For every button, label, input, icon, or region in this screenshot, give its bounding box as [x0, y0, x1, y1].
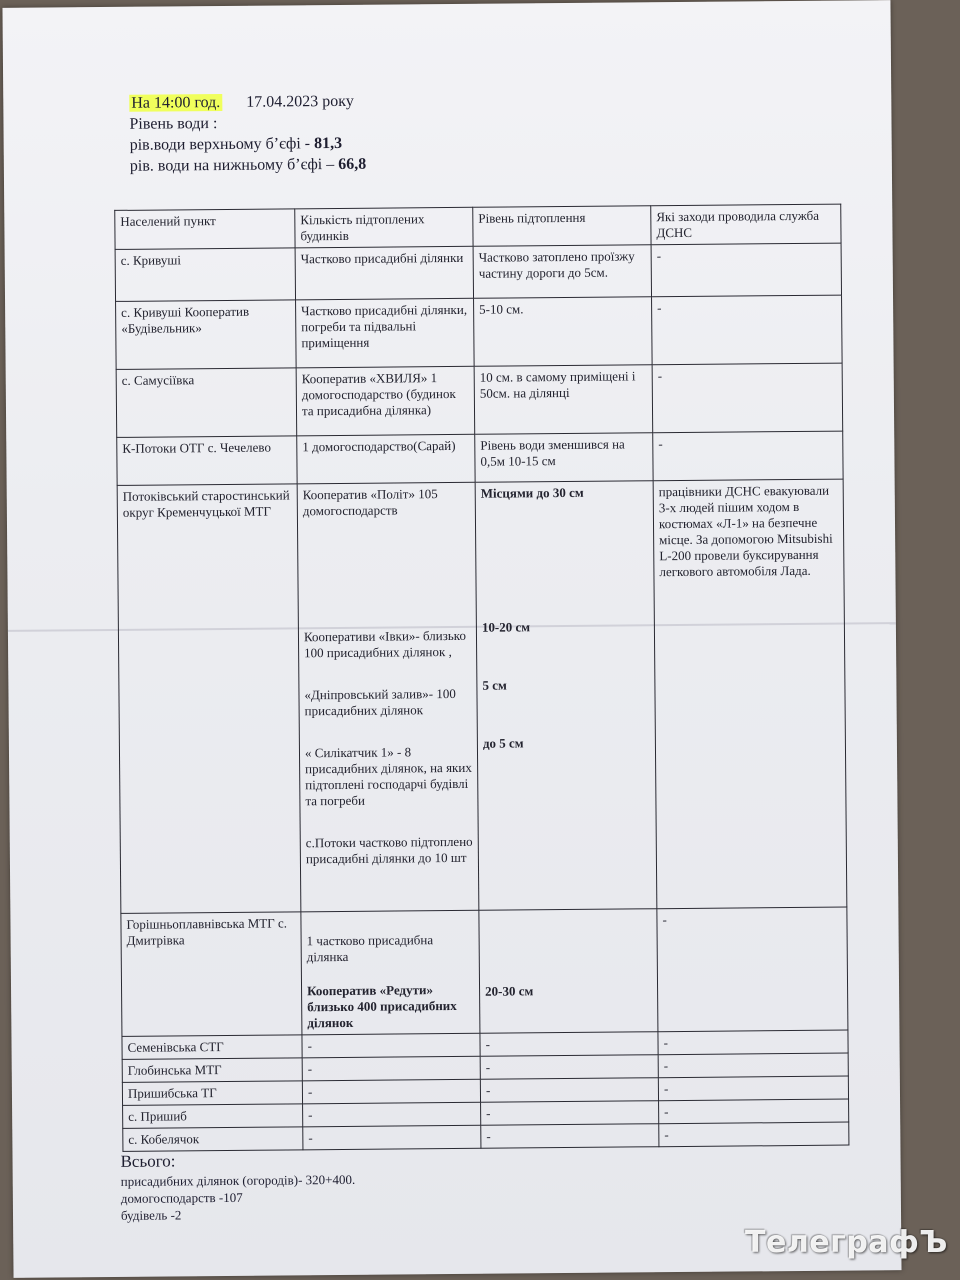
cell-measures: -	[652, 295, 843, 365]
cell-flooded: -	[302, 1033, 480, 1058]
cell-measures: -	[659, 1099, 849, 1124]
totals-plots: присадибних ділянок (огородів)- 320+400.	[120, 1171, 356, 1189]
cell-level: -	[480, 1055, 658, 1080]
totals-buildings: будівель -2	[120, 1207, 182, 1223]
cell-flooded: 1 домогосподарство(Сарай)	[297, 434, 475, 484]
table-row	[121, 907, 848, 1036]
table-row	[123, 1122, 849, 1151]
cell-level	[479, 909, 658, 1034]
cell-level: -	[480, 1032, 658, 1057]
totals-households: домогосподарств -107	[120, 1189, 243, 1206]
cell-level	[475, 481, 657, 911]
lower-water-level: рів. води на нижньому б’єфі – 66,8	[129, 155, 367, 175]
cell-level: 5-10 см.	[474, 297, 653, 367]
cell-flooded: Кооператив «ХВИЛЯ» 1 домогосподарство (будинок та присадибна ділянка)	[296, 366, 475, 436]
flooded-sub-potoky: с.Потоки частково підтоплено присадибні ділянки до 10 шт	[305, 833, 473, 867]
totals-block	[120, 1149, 355, 1224]
water-level-title: Рівень води :	[129, 115, 218, 133]
upper-water-level: рів.води верхньому б’єфі - 81,3	[129, 134, 343, 154]
cell-place: с. Самусіївка	[116, 368, 297, 438]
cell-measures: працівники ДСНС евакуювали 3-х людей пішим ходом в костюмах «Л-1» на безпечне місце. За допомогою Mitsubishi L-200 провели буксирування легкового автомобіля Лада.	[653, 479, 847, 909]
cell-measures: -	[659, 1122, 849, 1147]
level-sub-ivky: 10-20 см	[481, 619, 531, 635]
table-row	[116, 363, 843, 437]
col-header-level: Рівень підтоплення	[473, 206, 651, 247]
cell-flooded	[301, 910, 480, 1035]
lower-value: 66,8	[338, 155, 367, 173]
cell-level: Частково затоплено проїзжу частину дороги до 5см.	[473, 245, 651, 299]
cell-place: с. Кривуші	[115, 248, 295, 302]
table-row	[115, 243, 841, 301]
time-date-line	[129, 91, 366, 114]
cell-measures: -	[651, 243, 841, 297]
cell-flooded: Частково присадибні ділянки	[295, 246, 473, 300]
document-sheet	[2, 0, 901, 1278]
cell-measures: -	[657, 907, 848, 1032]
cell-measures: -	[652, 363, 843, 433]
cell-flooded: -	[302, 1056, 480, 1081]
table-row	[117, 479, 847, 913]
cell-place: Глобинська МТГ	[122, 1058, 302, 1083]
level-sub-silikatchyk: до 5 см	[482, 735, 524, 751]
cell-flooded: -	[302, 1079, 480, 1104]
flooded-main: Кооператив «Політ» 105 домогосподарств	[302, 486, 438, 519]
cell-place: с. Кобелячок	[123, 1127, 303, 1152]
cell-level: -	[480, 1078, 658, 1103]
cell-measures: -	[658, 1053, 848, 1078]
cell-place: Потоківський старостинський округ Кременчуцької МТГ	[117, 484, 301, 914]
cell-level: 10 см. в самому приміщені і 50см. на ділянці	[474, 365, 653, 435]
flooded-sub-ivky: Кооперативи «Івки»- близько 100 присадибних ділянок ,	[303, 627, 466, 661]
totals-title: Всього:	[120, 1151, 176, 1171]
cell-measures: -	[653, 431, 843, 481]
telegraf-watermark: ТелеграфЪ	[745, 1225, 948, 1260]
level-value: 20-30 см	[485, 983, 534, 999]
level-main: Місцями до 30 см	[480, 484, 584, 501]
cell-level: -	[481, 1101, 659, 1126]
report-header	[129, 91, 366, 177]
cell-measures: -	[658, 1030, 848, 1055]
flooded-a: 1 частково присадибна ділянка	[306, 932, 434, 965]
cell-flooded: Частково присадибні ділянки, погреби та підвальні приміщення	[296, 298, 475, 368]
flooded-sub-silikatchyk: « Силікатчик 1» - 8 присадибних ділянок, на яких підтоплені господарчі будівлі та погреби	[304, 744, 472, 809]
cell-place: с. Пришиб	[123, 1104, 303, 1129]
col-header-flooded: Кількість підтоплених будинків	[295, 207, 473, 248]
table-header-row	[115, 204, 841, 249]
cell-flooded: -	[303, 1102, 481, 1127]
flooded-b: Кооператив «Редути» близько 400 присадибних ділянок	[306, 982, 457, 1031]
cell-place: Пришибська ТГ	[122, 1081, 302, 1106]
col-header-measures: Які заходи проводила служба ДСНС	[651, 204, 841, 245]
cell-flooded	[297, 482, 479, 912]
level-sub-dnipro: 5 см	[482, 677, 507, 693]
table-row	[117, 431, 843, 485]
cell-place: Горішньоплавнівська МТГ с. Дмитрівка	[121, 912, 302, 1037]
report-date: 17.04.2023 року	[246, 92, 354, 111]
cell-level: Рівень води зменшився на 0,5м 10-15 см	[475, 433, 653, 483]
cell-measures: -	[658, 1076, 848, 1101]
time-label: На 14:00 год.	[131, 94, 221, 112]
upper-value: 81,3	[314, 134, 343, 153]
cell-place: Семенівська СТГ	[122, 1035, 302, 1060]
flood-report-table	[114, 204, 849, 1152]
cell-place: К-Потоки ОТГ с. Чечелево	[117, 436, 297, 486]
col-header-settlement: Населений пункт	[115, 209, 295, 250]
cell-level: -	[481, 1124, 659, 1149]
cell-place: с. Кривуші Кооператив «Будівельник»	[116, 300, 297, 370]
table-row	[116, 295, 843, 369]
cell-flooded: -	[303, 1125, 481, 1150]
flooded-sub-dnipro: «Дніпровський залив»- 100 присадибних ділянок	[304, 685, 456, 719]
